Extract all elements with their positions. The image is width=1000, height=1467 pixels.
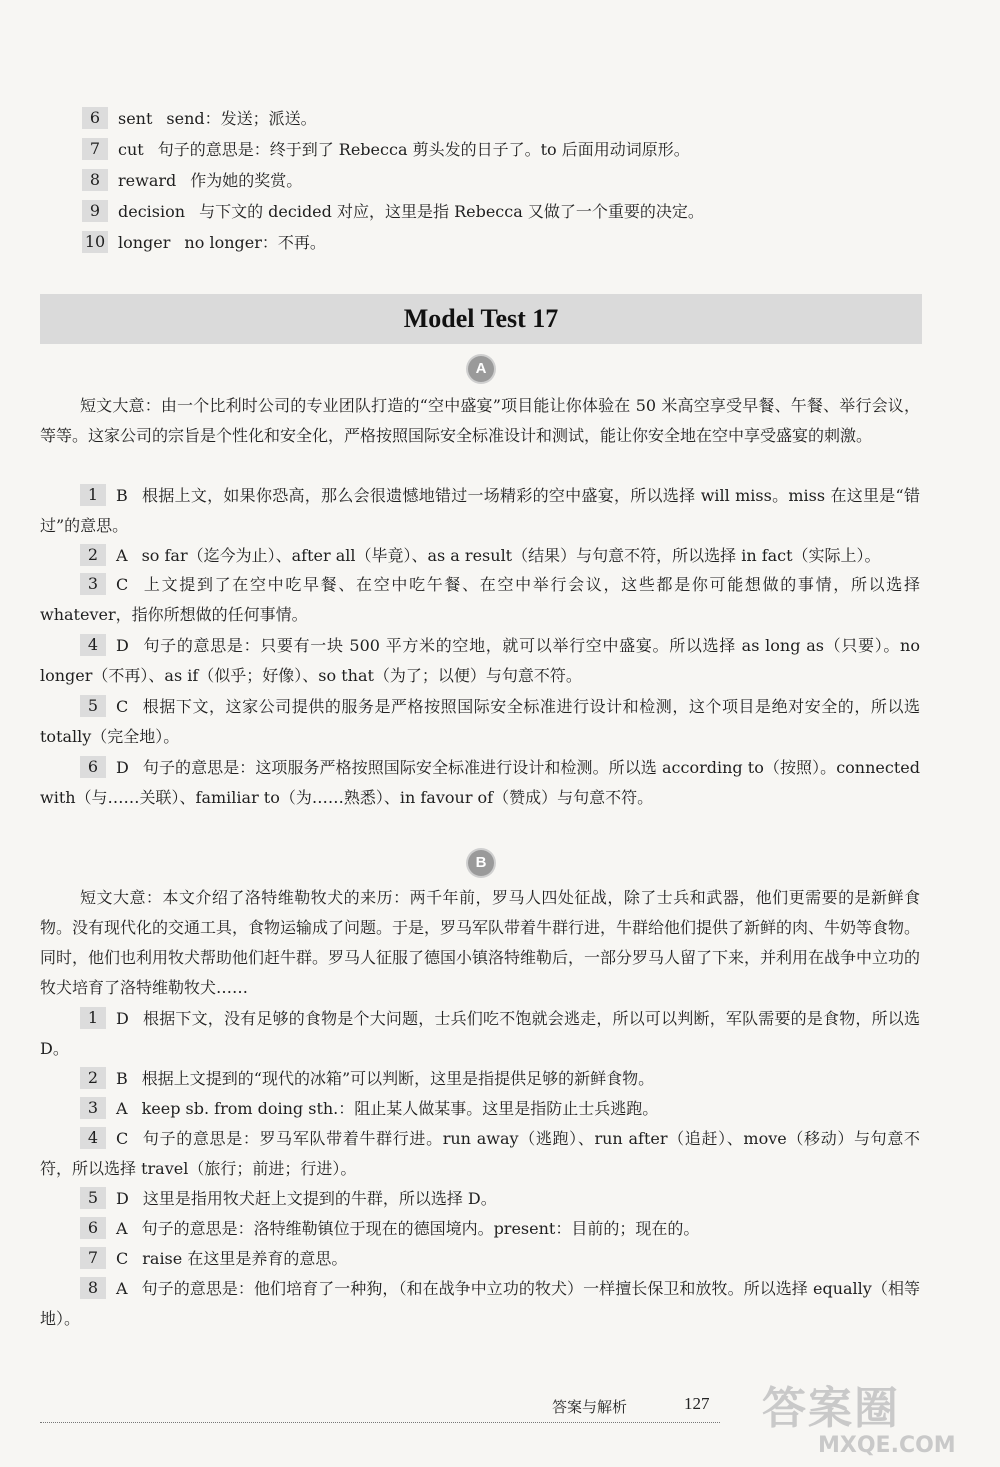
top-item-6: [82, 104, 962, 134]
item-explanation: 上文提到了在空中吃早餐、在空中吃午餐、在空中举行会议，这些都是你可能想做的事情，所以选择 whatever，指你所想做的任何事情。: [40, 575, 920, 624]
item-answer: B: [116, 486, 128, 505]
section-b-summary: 短文大意：本文介绍了洛特维勒牧犬的来历：两千年前，罗马人四处征战，除了士兵和武器，他们更需要的是新鲜食物。没有现代化的交通工具，食物运输成了问题。于是，罗马军队带着牛群行进，牛群给他们提供了新鲜的肉、牛奶等食物。同时，他们也利用牧犬帮助他们赶牛群。罗马人征服了德国小镇洛特维勒后，一部分罗马人留了下来，并利用在战争中立功的牧犬培育了洛特维勒牧犬……: [40, 888, 921, 997]
item-answer: cut: [118, 140, 144, 159]
item-number: 5: [80, 695, 106, 717]
item-number: 4: [80, 634, 106, 656]
item-answer: C: [116, 575, 129, 594]
item-number: 3: [80, 1097, 106, 1119]
item-answer: D: [116, 1009, 129, 1028]
section-a-item-2: [40, 541, 920, 571]
section-b-item-6: [40, 1214, 920, 1244]
item-answer: A: [116, 546, 128, 565]
item-explanation: 句子的意思是：洛特维勒镇位于现在的德国境内。present：目前的；现在的。: [141, 1219, 700, 1238]
item-explanation: no longer：不再。: [184, 233, 326, 252]
section-b-item-1: [40, 1004, 920, 1064]
item-explanation: 句子的意思是：只要有一块 500 平方米的空地，就可以举行空中盛宴。所以选择 as long as（只要）。no longer（不再）、as if（似乎；好像）、so that（为了；以便）与句意不符。: [40, 636, 920, 685]
item-answer: C: [116, 1249, 129, 1268]
watermark-url: MXQE.COM: [818, 1433, 956, 1458]
item-answer: D: [116, 1189, 129, 1208]
item-number: 2: [80, 544, 106, 566]
section-a-item-5: [40, 692, 920, 752]
page-number: 127: [684, 1394, 710, 1413]
section-b-item-3: [40, 1094, 920, 1124]
section-a-item-3: [40, 570, 920, 630]
item-answer: D: [116, 758, 129, 777]
item-explanation: 这里是指用牧犬赶上文提到的牛群，所以选择 D。: [142, 1189, 497, 1208]
item-explanation: raise 在这里是养育的意思。: [142, 1249, 348, 1268]
item-answer: sent: [118, 109, 153, 128]
section-b-badge: B: [468, 850, 494, 876]
item-number: 4: [80, 1127, 106, 1149]
item-explanation: 根据下文，没有足够的食物是个大问题，士兵们吃不饱就会逃走，所以可以判断，军队需要的是食物，所以选 D。: [40, 1009, 920, 1058]
item-answer: longer: [118, 233, 171, 252]
section-b-item-5: [40, 1184, 920, 1214]
item-number: 7: [80, 1247, 106, 1269]
item-explanation: 句子的意思是：这项服务严格按照国际安全标准进行设计和检测。所以选 according to（按照）。connected with（与……关联）、familiar to（为……熟悉）、in favour of（赞成）与句意不符。: [40, 758, 920, 807]
section-a-badge: A: [468, 356, 494, 382]
item-number: 5: [80, 1187, 106, 1209]
section-b-item-8: [40, 1274, 920, 1334]
item-number: 10: [82, 231, 108, 253]
item-explanation: 根据上文提到的“现代的冰箱”可以判断，这里是指提供足够的新鲜食物。: [141, 1069, 655, 1088]
item-explanation: 句子的意思是：他们培育了一种狗，（和在战争中立功的牧犬）一样擅长保卫和放牧。所以选择 equally（相等地）。: [40, 1279, 920, 1328]
top-item-8: [82, 166, 962, 196]
item-number: 9: [82, 200, 108, 222]
section-a-item-4: [40, 631, 920, 691]
page-title: Model Test 17: [403, 304, 559, 333]
item-answer: decision: [118, 202, 186, 221]
section-a-item-6: [40, 753, 920, 813]
item-explanation: 与下文的 decided 对应，这里是指 Rebecca 又做了一个重要的决定。: [199, 202, 704, 221]
section-title-bar: [40, 294, 922, 344]
top-item-10: [82, 228, 962, 258]
item-explanation: 根据下文，这家公司提供的服务是严格按照国际安全标准进行设计和检测，这个项目是绝对安全的，所以选 totally（完全地）。: [40, 697, 920, 746]
item-number: 2: [80, 1067, 106, 1089]
section-b-item-4: [40, 1124, 920, 1184]
item-explanation: 句子的意思是：罗马军队带着牛群行进。run away（逃跑）、run after（追赶）、move（移动）与句意不符，所以选择 travel（旅行；前进；行进）。: [40, 1129, 920, 1178]
item-number: 1: [80, 484, 106, 506]
section-a-item-1: [40, 481, 920, 541]
section-a-summary: 短文大意：由一个比利时公司的专业团队打造的“空中盛宴”项目能让你体验在 50 米高空享受早餐、午餐、举行会议，等等。这家公司的宗旨是个性化和安全化，严格按照国际安全标准设计和测试，能让你安全地在空中享受盛宴的刺激。: [40, 396, 920, 445]
item-explanation: keep sb. from doing sth.：阻止某人做某事。这里是指防止士兵逃跑。: [141, 1099, 659, 1118]
item-number: 1: [80, 1007, 106, 1029]
item-answer: A: [116, 1099, 128, 1118]
item-number: 6: [80, 1217, 106, 1239]
top-item-7: [82, 135, 962, 165]
item-answer: reward: [118, 171, 177, 190]
item-answer: A: [116, 1219, 128, 1238]
item-answer: C: [116, 697, 129, 716]
item-answer: B: [116, 1069, 128, 1088]
item-number: 8: [82, 169, 108, 191]
section-b-item-7: [40, 1244, 920, 1274]
item-answer: A: [116, 1279, 128, 1298]
item-answer: C: [116, 1129, 129, 1148]
item-number: 8: [80, 1277, 106, 1299]
section-b-item-2: [40, 1064, 920, 1094]
item-number: 6: [80, 756, 106, 778]
footer-section-label: 答案与解析: [552, 1398, 628, 1416]
footer-divider: [40, 1422, 720, 1423]
item-explanation: 根据上文，如果你恐高，那么会很遗憾地错过一场精彩的空中盛宴，所以选择 will miss。miss 在这里是“错过”的意思。: [40, 486, 920, 535]
watermark-logo: 答案圈: [762, 1383, 900, 1434]
item-number: 6: [82, 107, 108, 129]
item-number: 3: [80, 573, 106, 595]
item-number: 7: [82, 138, 108, 160]
top-item-9: [82, 197, 962, 227]
item-explanation: 作为她的奖赏。: [190, 171, 303, 190]
item-explanation: send：发送；派送。: [166, 109, 317, 128]
item-explanation: so far（迄今为止）、after all（毕竟）、as a result（结果）与句意不符，所以选择 in fact（实际上）。: [141, 546, 881, 565]
item-explanation: 句子的意思是：终于到了 Rebecca 剪头发的日子了。to 后面用动词原形。: [157, 140, 690, 159]
item-answer: D: [116, 636, 129, 655]
